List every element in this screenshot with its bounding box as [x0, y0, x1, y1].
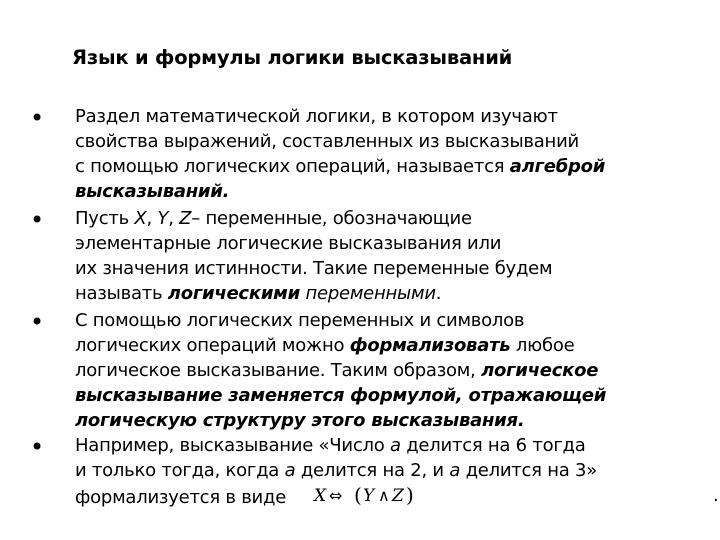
text-line — [75, 483, 719, 510]
text-run: делится на 6 тогда — [400, 435, 586, 456]
text-run: , — [146, 208, 158, 229]
term-highlight: высказывание заменяется формулой, отражающей — [75, 385, 607, 406]
variable: Z — [179, 208, 192, 229]
text-run: и только тогда, когда — [75, 460, 285, 481]
text-line — [75, 104, 695, 129]
text-run: логическое высказывание. Таким образом, — [75, 360, 482, 381]
text-run: , — [168, 208, 180, 229]
bullet-text-3 — [75, 308, 695, 433]
text-run: Раздел математической логики, в котором изучают — [75, 106, 558, 127]
conjunction-icon: ∧ — [378, 486, 390, 505]
equivalence-icon: ⇔ — [329, 486, 343, 505]
bullet-text-1 — [75, 104, 695, 204]
text-run: называть — [75, 283, 168, 304]
text-run: логических операций можно — [75, 335, 350, 356]
text-run: любое — [510, 335, 575, 356]
variable: a — [449, 460, 461, 481]
end-period: . — [713, 485, 719, 506]
text-line — [75, 281, 695, 306]
text-run: Например, высказывание «Число — [75, 435, 390, 456]
text-line — [75, 333, 695, 358]
text-line — [75, 256, 695, 281]
text-run: . — [222, 181, 230, 202]
text-line — [75, 231, 695, 256]
formula-svg — [312, 483, 424, 507]
text-run: их значения истинности. Такие переменные будем — [75, 258, 553, 279]
term-highlight: алгеброй — [509, 156, 606, 177]
text-line — [75, 358, 695, 383]
term-highlight: логическую структуру этого высказывания — [75, 410, 518, 431]
formula — [312, 483, 424, 507]
text-line — [75, 129, 695, 154]
variable: a — [284, 460, 296, 481]
variable: a — [389, 435, 401, 456]
text-run: с помощью логических операций, называется — [75, 156, 510, 177]
text-run: . — [517, 410, 525, 431]
variable: Y — [157, 208, 169, 229]
bullet-marker: • — [30, 433, 45, 461]
text-run: делится на 2, и — [295, 460, 450, 481]
term-highlight: логическими — [167, 283, 301, 304]
formula-close-paren: ) — [406, 483, 414, 507]
text-run: Пусть — [75, 208, 135, 229]
bullet-marker: • — [30, 308, 45, 336]
text-line — [75, 179, 695, 204]
text-line — [75, 154, 695, 179]
text-run: С помощью логических переменных и символов — [75, 310, 525, 331]
text-run: . — [435, 283, 442, 304]
text-run: – переменные, обозначающие — [191, 208, 472, 229]
text-run: формализуется в виде — [75, 487, 287, 508]
formula-x: X — [314, 486, 326, 506]
bullet-marker: • — [30, 104, 45, 132]
text-run: элементарные логические высказывания или — [75, 233, 502, 254]
variable: X — [134, 208, 147, 229]
text-run: делится на 3» — [460, 460, 597, 481]
formula-z: Z — [392, 486, 404, 506]
text-line — [75, 433, 695, 458]
term-highlight: высказываний — [75, 181, 223, 202]
slide-title: Язык и формулы логики высказываний — [72, 46, 513, 69]
text-line — [75, 206, 695, 231]
text-line — [75, 458, 695, 483]
bullet-marker: • — [30, 206, 45, 234]
formula-open-paren: ( — [354, 483, 362, 507]
bullet-text-2 — [75, 206, 695, 306]
term-highlight: формализовать — [349, 335, 511, 356]
term-italic: переменными — [305, 283, 436, 304]
text-line — [75, 308, 695, 333]
bullet-text-4 — [75, 433, 719, 510]
text-line — [75, 408, 695, 433]
term-highlight: логическое — [481, 360, 599, 381]
text-run: свойства выражений, составленных из высказываний — [75, 131, 579, 152]
formula-y: Y — [363, 486, 375, 506]
text-line — [75, 383, 695, 408]
